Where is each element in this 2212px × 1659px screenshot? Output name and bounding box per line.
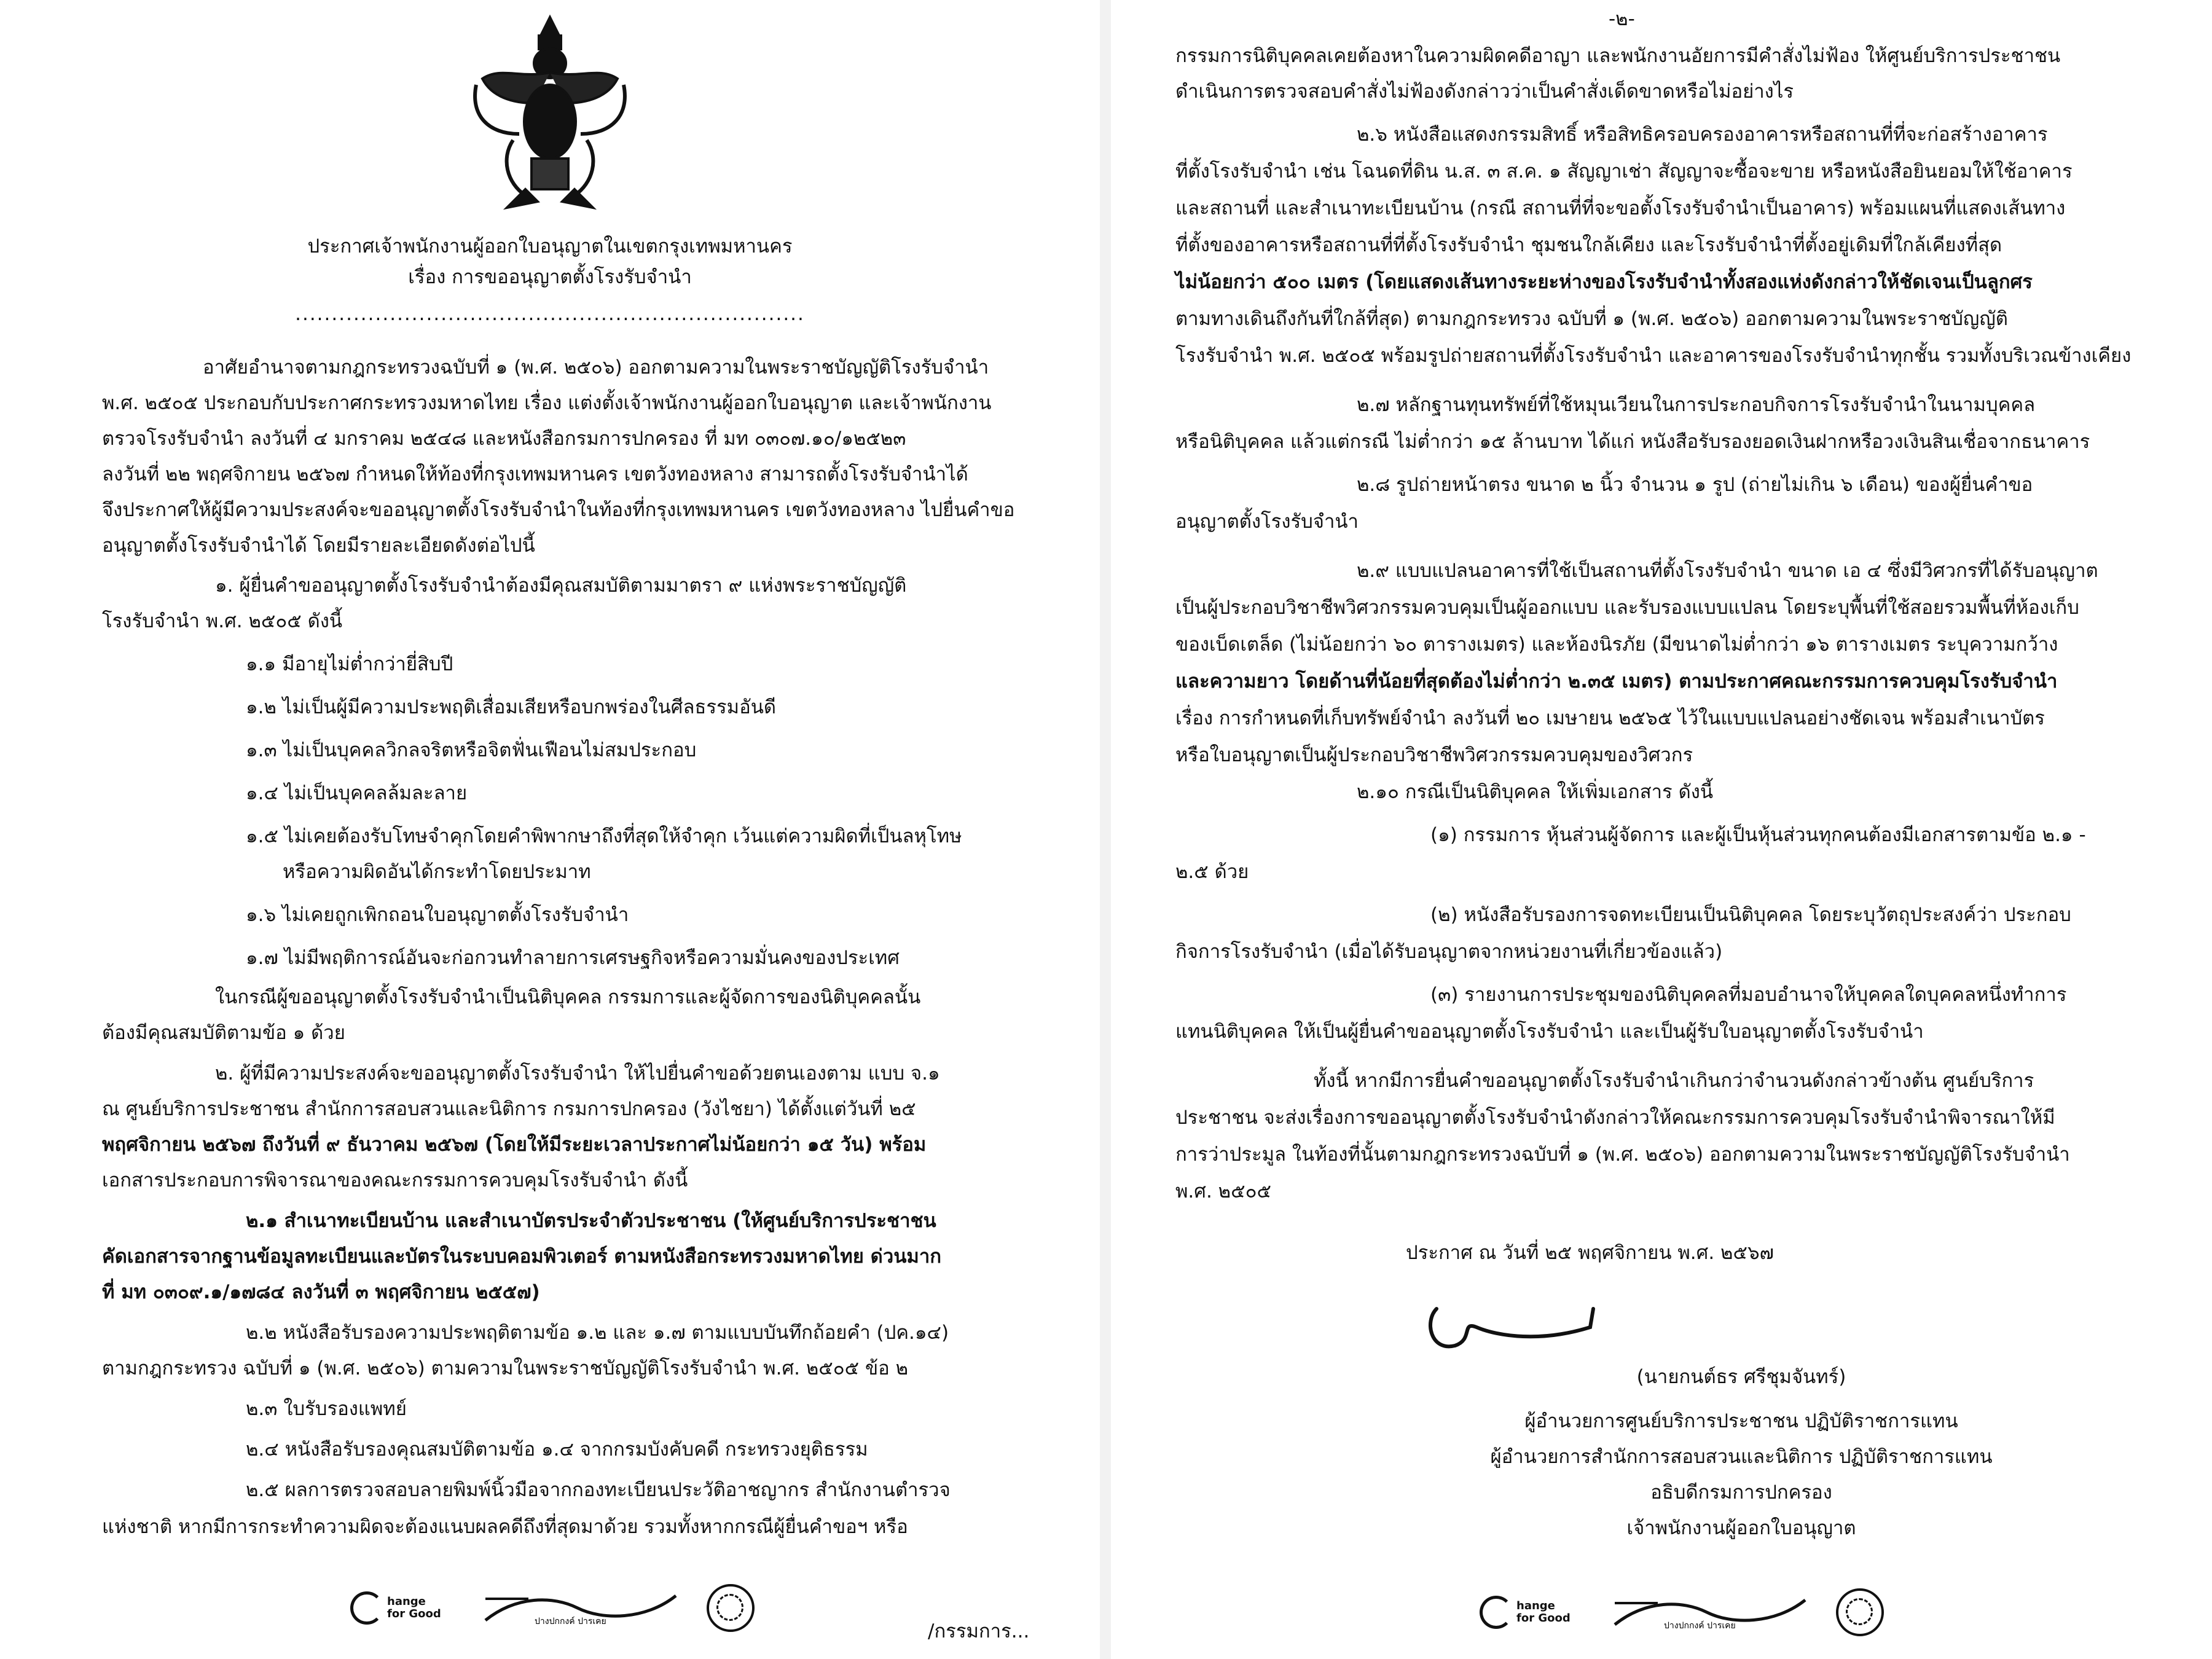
footer-logos (1480, 1588, 1884, 1636)
qualification-1-5-cont: หรือความผิดอันได้กระทำโดยประมาท (283, 861, 591, 883)
item-2-10-3-line: แทนนิติบุคคล ให้เป็นผู้ยื่นคำขออนุญาตตั้งโรงรับจำนำ และเป็นผู้รับใบอนุญาตตั้งโรงรับจำนำ (1175, 1021, 1924, 1043)
qualification-1-4: ๑.๔ ไม่เป็นบุคคลล้มละลาย (246, 782, 468, 804)
closing-line: ประชาชน จะส่งเรื่องการขออนุญาตตั้งโรงรับจำนำดังกล่าวให้คณะกรรมการควบคุมโรงรับจำนำพิจารณาให้มี (1175, 1107, 2055, 1129)
juristic-line: ในกรณีผู้ขออนุญาตตั้งโรงรับจำนำเป็นนิติบุคคล กรรมการและผู้จัดการของนิติบุคคลนั้น (215, 986, 921, 1008)
item-2-10-1-line: ๒.๕ ด้วย (1175, 861, 1249, 883)
item-2-9-line: และความยาว โดยด้านที่น้อยที่สุดต้องไม่ต่ำกว่า ๒.๓๕ เมตร) ตามประกาศคณะกรรมการควบคุมโรงรับจำนำ (1175, 670, 2058, 692)
page-2 (1111, 0, 2212, 1659)
item-2-2-line: ตามกฎกระทรวง ฉบับที่ ๑ (พ.ศ. ๒๕๐๖) ตามความในพระราชบัญญัติโรงรับจำนำ พ.ศ. ๒๕๐๕ ข้อ ๒ (102, 1357, 909, 1379)
item-2-6-line: ที่ตั้งโรงรับจำนำ เช่น โฉนดที่ดิน น.ส. ๓ ส.ค. ๑ สัญญาเช่า สัญญาจะซื้อจะขาย หรือหนังสือยินยอมให้ใช้อาคาร (1175, 160, 2073, 182)
closing-line: การว่าประมูล ในท้องที่นั้นตามกฎกระทรวงฉบับที่ ๑ (พ.ศ. ๒๕๐๖) ออกตามความในพระราชบัญญัติโรงรับจำนำ (1175, 1143, 2070, 1166)
item-2-10: ๒.๑๐ กรณีเป็นนิติบุคคล ให้เพิ่มเอกสาร ดังนี้ (1357, 781, 1714, 803)
item-2-9-line: เรื่อง การกำหนดที่เก็บทรัพย์จำนำ ลงวันที่ ๒๐ เมษายน ๒๕๖๕ ไว้ในแบบแปลนอย่างชัดเจน พร้อมสำเนาบัตร (1175, 707, 2045, 729)
qualification-1-1: ๑.๑ มีอายุไม่ต่ำกว่ายี่สิบปี (246, 653, 453, 675)
intro-line: ตรวจโรงรับจำนำ ลงวันที่ ๔ มกราคม ๒๕๔๘ และหนังสือกรมการปกครอง ที่ มท ๐๓๐๗.๑๐/๑๒๕๒๓ (102, 428, 906, 450)
intro-line: อนุญาตตั้งโรงรับจำนำได้ โดยมีรายละเอียดดังต่อไปนี้ (102, 535, 535, 557)
department-seal-logo (707, 1584, 755, 1632)
item-2-10-3-line: (๓) รายงานการประชุมของนิติบุคคลที่มอบอำนาจให้บุคคลใดบุคคลหนึ่งทำการ (1430, 984, 2067, 1006)
item-2-3: ๒.๓ ใบรับรองแพทย์ (246, 1398, 407, 1420)
item-2-line: เอกสารประกอบการพิจารณาของคณะกรรมการควบคุมโรงรับจำนำ ดังนี้ (102, 1169, 688, 1191)
announcement-date: ประกาศ ณ วันที่ ๒๕ พฤศจิกายน พ.ศ. ๒๕๖๗ (1406, 1242, 1774, 1264)
page-gutter (1100, 0, 1111, 1659)
item-2-1-line: ๒.๑ สำเนาทะเบียนบ้าน และสำเนาบัตรประจำตัวประชาชน (ให้ศูนย์บริการประชาชน (246, 1210, 936, 1232)
item-2-5-line: ๒.๕ ผลการตรวจสอบลายพิมพ์นิ้วมือจากกองทะเบียนประวัติอาชญากร สำนักงานตำรวจ (246, 1479, 951, 1501)
item-2-9-line: เป็นผู้ประกอบวิชาชีพวิศวกรรมควบคุมเป็นผู้ออกแบบ และรับรองแบบแปลน โดยระบุพื้นที่ใช้สอยรวมพื้นที่ห้องเก็บ (1175, 597, 2079, 619)
qualification-1-2: ๑.๒ ไม่เป็นผู้มีความประพฤติเสื่อมเสียหรือบกพร่องในศีลธรรมอันดี (246, 696, 777, 718)
item-2-1-line: คัดเอกสารจากฐานข้อมูลทะเบียนและบัตรในระบบคอมพิวเตอร์ ตามหนังสือกระทรวงมหาดไทย ด่วนมาก (102, 1245, 942, 1268)
slogan-logo (479, 1590, 682, 1626)
announcement-subject: เรื่อง การขออนุญาตตั้งโรงรับจำนำ (408, 266, 692, 288)
item-2-6-line: ตามทางเดินถึงกันที่ใกล้ที่สุด) ตามกฎกระทรวง ฉบับที่ ๑ (พ.ศ. ๒๕๐๖) ออกตามความในพระราชบัญญัติ (1175, 308, 2008, 330)
item-2-6-line: และสถานที่ และสำเนาทะเบียนบ้าน (กรณี สถานที่ที่จะขอตั้งโรงรับจำนำเป็นอาคาร) พร้อมแผนที่แสดงเส้นทาง (1175, 197, 2066, 219)
item-2-10-2-line: (๒) หนังสือรับรองการจดทะเบียนเป็นนิติบุคคล โดยระบุวัตถุประสงค์ว่า ประกอบ (1430, 904, 2071, 926)
slogan-logo (1609, 1594, 1811, 1631)
item-2-6-line: โรงรับจำนำ พ.ศ. ๒๕๐๕ พร้อมรูปถ่ายสถานที่ตั้งโรงรับจำนำ และอาคารของโรงรับจำนำทุกชั้น รวมทั้งบริเวณข้างเคียง (1175, 345, 2132, 367)
item-2-6-line: ไม่น้อยกว่า ๕๐๐ เมตร (โดยแสดงเส้นทางระยะห่างของโรงรับจำนำทั้งสองแห่งดังกล่าวให้ชัดเจนเป็นลูกศร (1175, 271, 2033, 293)
item-2-5-line: แห่งชาติ หากมีการกระทำความผิดจะต้องแนบผลคดีถึงที่สุดมาด้วย รวมทั้งหากกรณีผู้ยื่นคำขอฯ หรือ (102, 1516, 908, 1538)
item-2-1-line: ที่ มท ๐๓๐๙.๑/๑๗๘๔ ลงวันที่ ๓ พฤศจิกายน ๒๕๕๗) (102, 1281, 540, 1303)
svg-text:ปางปกกงค์ ปารเคย: ปางปกกงค์ ปารเคย (1664, 1621, 1736, 1631)
signature-icon (1418, 1284, 1602, 1358)
department-seal-logo (1836, 1588, 1884, 1636)
item-2-10-1-line: (๑) กรรมการ หุ้นส่วนผู้จัดการ และผู้เป็นหุ้นส่วนทุกคนต้องมีเอกสารตามข้อ ๒.๑ - (1430, 824, 2086, 846)
item-2-10-2-line: กิจการโรงรับจำนำ (เมื่อได้รับอนุญาตจากหน่วยงานที่เกี่ยวข้องแล้ว) (1175, 941, 1723, 963)
intro-line: ลงวันที่ ๒๒ พฤศจิกายน ๒๕๖๗ กำหนดให้ท้องที่กรุงเทพมหานคร เขตวังทองหลาง สามารถตั้งโรงรับจำนำได้ (102, 463, 968, 485)
footer-logos (350, 1584, 755, 1632)
item-2-2-line: ๒.๒ หนังสือรับรองความประพฤติตามข้อ ๑.๒ และ ๑.๗ ตามแบบบันทึกถ้อยคำ (ปค.๑๔) (246, 1322, 949, 1344)
item-2-6-line: ๒.๖ หนังสือแสดงกรรมสิทธิ์ หรือสิทธิครอบครองอาคารหรือสถานที่ที่จะก่อสร้างอาคาร (1357, 124, 2048, 146)
change-for-good-logo: hange for Good (1480, 1594, 1584, 1631)
item-2-9-line: ของเบ็ดเตล็ด (ไม่น้อยกว่า ๖๐ ตารางเมตร) และห้องนิรภัย (มีขนาดไม่ต่ำกว่า ๑๖ ตารางเมตร ระบุความกว้าง (1175, 633, 2058, 656)
page-1 (0, 0, 1100, 1659)
item-2-7-line: ๒.๗ หลักฐานทุนทรัพย์ที่ใช้หมุนเวียนในการประกอบกิจการโรงรับจำนำในนามบุคคล (1357, 394, 2036, 416)
item-1-line: โรงรับจำนำ พ.ศ. ๒๕๐๕ ดังนี้ (102, 610, 343, 632)
signer-title: ผู้อำนวยการศูนย์บริการประชาชน ปฏิบัติราชการแทน (1524, 1410, 1958, 1432)
signer-name: (นายกนต์ธร ศรีชุมจันทร์) (1636, 1366, 1846, 1388)
continued-marker: /กรรมการ... (928, 1620, 1030, 1642)
intro-line: จึงประกาศให้ผู้มีความประสงค์จะขออนุญาตตั้งโรงรับจำนำในท้องที่กรุงเทพมหานคร เขตวังทองหลาง ไปยื่นคำขอ (102, 499, 1015, 521)
item-2-7-line: หรือนิติบุคคล แล้วแต่กรณี ไม่ต่ำกว่า ๑๕ ล้านบาท ได้แก่ หนังสือรับรองยอดเงินฝากหรือวงเงินสินเชื่อจากธนาคาร (1175, 431, 2090, 453)
intro-line: อาศัยอำนาจตามกฎกระทรวงฉบับที่ ๑ (พ.ศ. ๒๕๐๖) ออกตามความในพระราชบัญญัติโรงรับจำนำ (203, 356, 989, 378)
item-2-9-line: ๒.๙ แบบแปลนอาคารที่ใช้เป็นสถานที่ตั้งโรงรับจำนำ ขนาด เอ ๔ ซึ่งมีวิศวกรที่ได้รับอนุญาต (1357, 560, 2098, 582)
item-2-line: พฤศจิกายน ๒๕๖๗ ถึงวันที่ ๙ ธันวาคม ๒๕๖๗ (โดยให้มีระยะเวลาประกาศไม่น้อยกว่า ๑๕ วัน) พร้อม (102, 1134, 927, 1156)
closing-line: ทั้งนี้ หากมีการยื่นคำขออนุญาตตั้งโรงรับจำนำเกินกว่าจำนวนดังกล่าวข้างต้น ศูนย์บริการ (1314, 1070, 2034, 1092)
garuda-emblem-icon (464, 11, 636, 214)
continued-line: กรรมการนิติบุคคลเคยต้องหาในความผิดคดีอาญา และพนักงานอัยการมีคำสั่งไม่ฟ้อง ให้ศูนย์บริการประชาชน (1175, 45, 2061, 67)
item-2-line: ณ ศูนย์บริการประชาชน สำนักการสอบสวนและนิติการ กรมการปกครอง (วังไชยา) ได้ตั้งแต่วันที่ ๒๕ (102, 1098, 916, 1120)
item-1-line: ๑. ผู้ยื่นคำขออนุญาตตั้งโรงรับจำนำต้องมีคุณสมบัติตามมาตรา ๙ แห่งพระราชบัญญัติ (215, 575, 907, 597)
qualification-1-7: ๑.๗ ไม่มีพฤติการณ์อันจะก่อกวนทำลายการเศรษฐกิจหรือความมั่นคงของประเทศ (246, 947, 900, 969)
item-2-6-line: ที่ตั้งของอาคารหรือสถานที่ที่ตั้งโรงรับจำนำ ชุมชนใกล้เคียง และโรงรับจำนำที่ตั้งอยู่เดิมที่ใกล้เคียงที่สุด (1175, 234, 2002, 256)
closing-line: พ.ศ. ๒๕๐๕ (1175, 1180, 1271, 1202)
intro-line: พ.ศ. ๒๕๐๕ ประกอบกับประกาศกระทรวงมหาดไทย เรื่อง แต่งตั้งเจ้าพนักงานผู้ออกใบอนุญาต และเจ้าพนักงาน (102, 392, 992, 414)
svg-text:ปางปกกงค์ ปารเคย: ปางปกกงค์ ปารเคย (535, 1617, 606, 1626)
title-separator: ...................................................................... (295, 303, 805, 325)
qualification-1-3: ๑.๓ ไม่เป็นบุคคลวิกลจริตหรือจิตฟั่นเฟือนไม่สมประกอบ (246, 739, 697, 761)
announcement-title: ประกาศเจ้าพนักงานผู้ออกใบอนุญาตในเขตกรุงเทพมหานคร (307, 235, 793, 257)
item-2-8-line: ๒.๘ รูปถ่ายหน้าตรง ขนาด ๒ นิ้ว จำนวน ๑ รูป (ถ่ายไม่เกิน ๖ เดือน) ของผู้ยื่นคำขอ (1357, 474, 2033, 496)
page-number: -๒- (1609, 8, 1635, 30)
qualification-1-6: ๑.๖ ไม่เคยถูกเพิกถอนใบอนุญาตตั้งโรงรับจำนำ (246, 904, 629, 926)
signer-title: อธิบดีกรมการปกครอง (1650, 1481, 1832, 1504)
item-2-9-line: หรือใบอนุญาตเป็นผู้ประกอบวิชาชีพวิศวกรรมควบคุมของวิศวกร (1175, 744, 1693, 766)
qualification-1-5: ๑.๕ ไม่เคยต้องรับโทษจำคุกโดยคำพิพากษาถึงที่สุดให้จำคุก เว้นแต่ความผิดที่เป็นลหุโทษ (246, 825, 962, 847)
signer-title: ผู้อำนวยการสำนักการสอบสวนและนิติการ ปฏิบัติราชการแทน (1490, 1446, 1993, 1468)
item-2-4: ๒.๔ หนังสือรับรองคุณสมบัติตามข้อ ๑.๔ จากกรมบังคับคดี กระทรวงยุติธรรม (246, 1438, 868, 1461)
signer-title: เจ้าพนักงานผู้ออกใบอนุญาต (1626, 1517, 1856, 1539)
item-2-8-line: อนุญาตตั้งโรงรับจำนำ (1175, 511, 1359, 533)
juristic-line: ต้องมีคุณสมบัติตามข้อ ๑ ด้วย (102, 1022, 345, 1044)
change-for-good-logo: hange for Good (350, 1590, 455, 1626)
item-2-line: ๒. ผู้ที่มีความประสงค์จะขออนุญาตตั้งโรงรับจำนำ ให้ไปยื่นคำขอด้วยตนเองตาม แบบ จ.๑ (215, 1062, 940, 1084)
continued-line: ดำเนินการตรวจสอบคำสั่งไม่ฟ้องดังกล่าวว่าเป็นคำสั่งเด็ดขาดหรือไม่อย่างไร (1175, 80, 1794, 103)
